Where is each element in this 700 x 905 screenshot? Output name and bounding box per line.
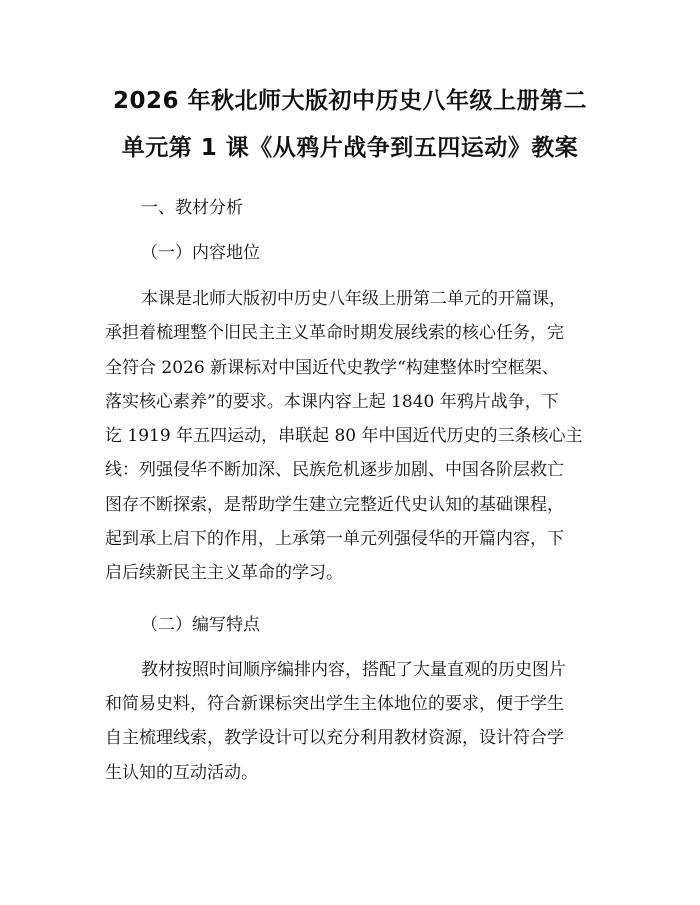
paragraph-content-position [105, 282, 595, 591]
paragraph-line: 承担着梳理整个旧民主主义革命时期发展线索的核心任务，完 [105, 323, 564, 344]
paragraph-line: 讫 1919 年五四运动，串联起 80 年中国近代历史的三条核心主 [105, 426, 583, 447]
document-title [105, 78, 595, 172]
paragraph-writing-features [105, 653, 595, 790]
section-heading-textbook-analysis: 一、教材分析 [141, 198, 243, 218]
paragraph-line: 全符合 2026 新课标对中国近代史教学“构建整体时空框架、 [105, 357, 559, 378]
paragraph-line: 和简易史料，符合新课标突出学生主体地位的要求，便于学生 [105, 693, 564, 714]
paragraph-line: 自主梳理线索，教学设计可以充分利用教材资源，设计符合学 [105, 728, 564, 749]
paragraph-line: 启后续新民主主义革命的学习。 [105, 563, 343, 584]
paragraph-line: 本课是北师大版初中历史八年级上册第二单元的开篇课， [141, 289, 566, 309]
paragraph-line: 教材按照时间顺序编排内容，搭配了大量直观的历史图片 [141, 659, 566, 680]
paragraph-line: 落实核心素养”的要求。本课内容上起 1840 年鸦片战争，下 [105, 391, 559, 412]
title-line-1: 2026 年秋北师大版初中历史八年级上册第二 [112, 88, 588, 114]
subsection-heading-content-position: （一）内容地位 [141, 243, 260, 263]
subsection-heading-writing-features: （二）编写特点 [141, 614, 260, 635]
paragraph-line: 图存不断探索，是帮助学生建立完整近代史认知的基础课程， [105, 494, 564, 515]
paragraph-line: 起到承上启下的作用，上承第一单元列强侵华的开篇内容，下 [105, 529, 564, 550]
paragraph-line: 线：列强侵华不断加深、民族危机逐步加剧、中国各阶层救亡 [105, 460, 564, 481]
title-line-2: 单元第 1 课《从鸦片战争到五四运动》教案 [121, 135, 579, 161]
paragraph-line: 生认知的互动活动。 [105, 762, 258, 783]
